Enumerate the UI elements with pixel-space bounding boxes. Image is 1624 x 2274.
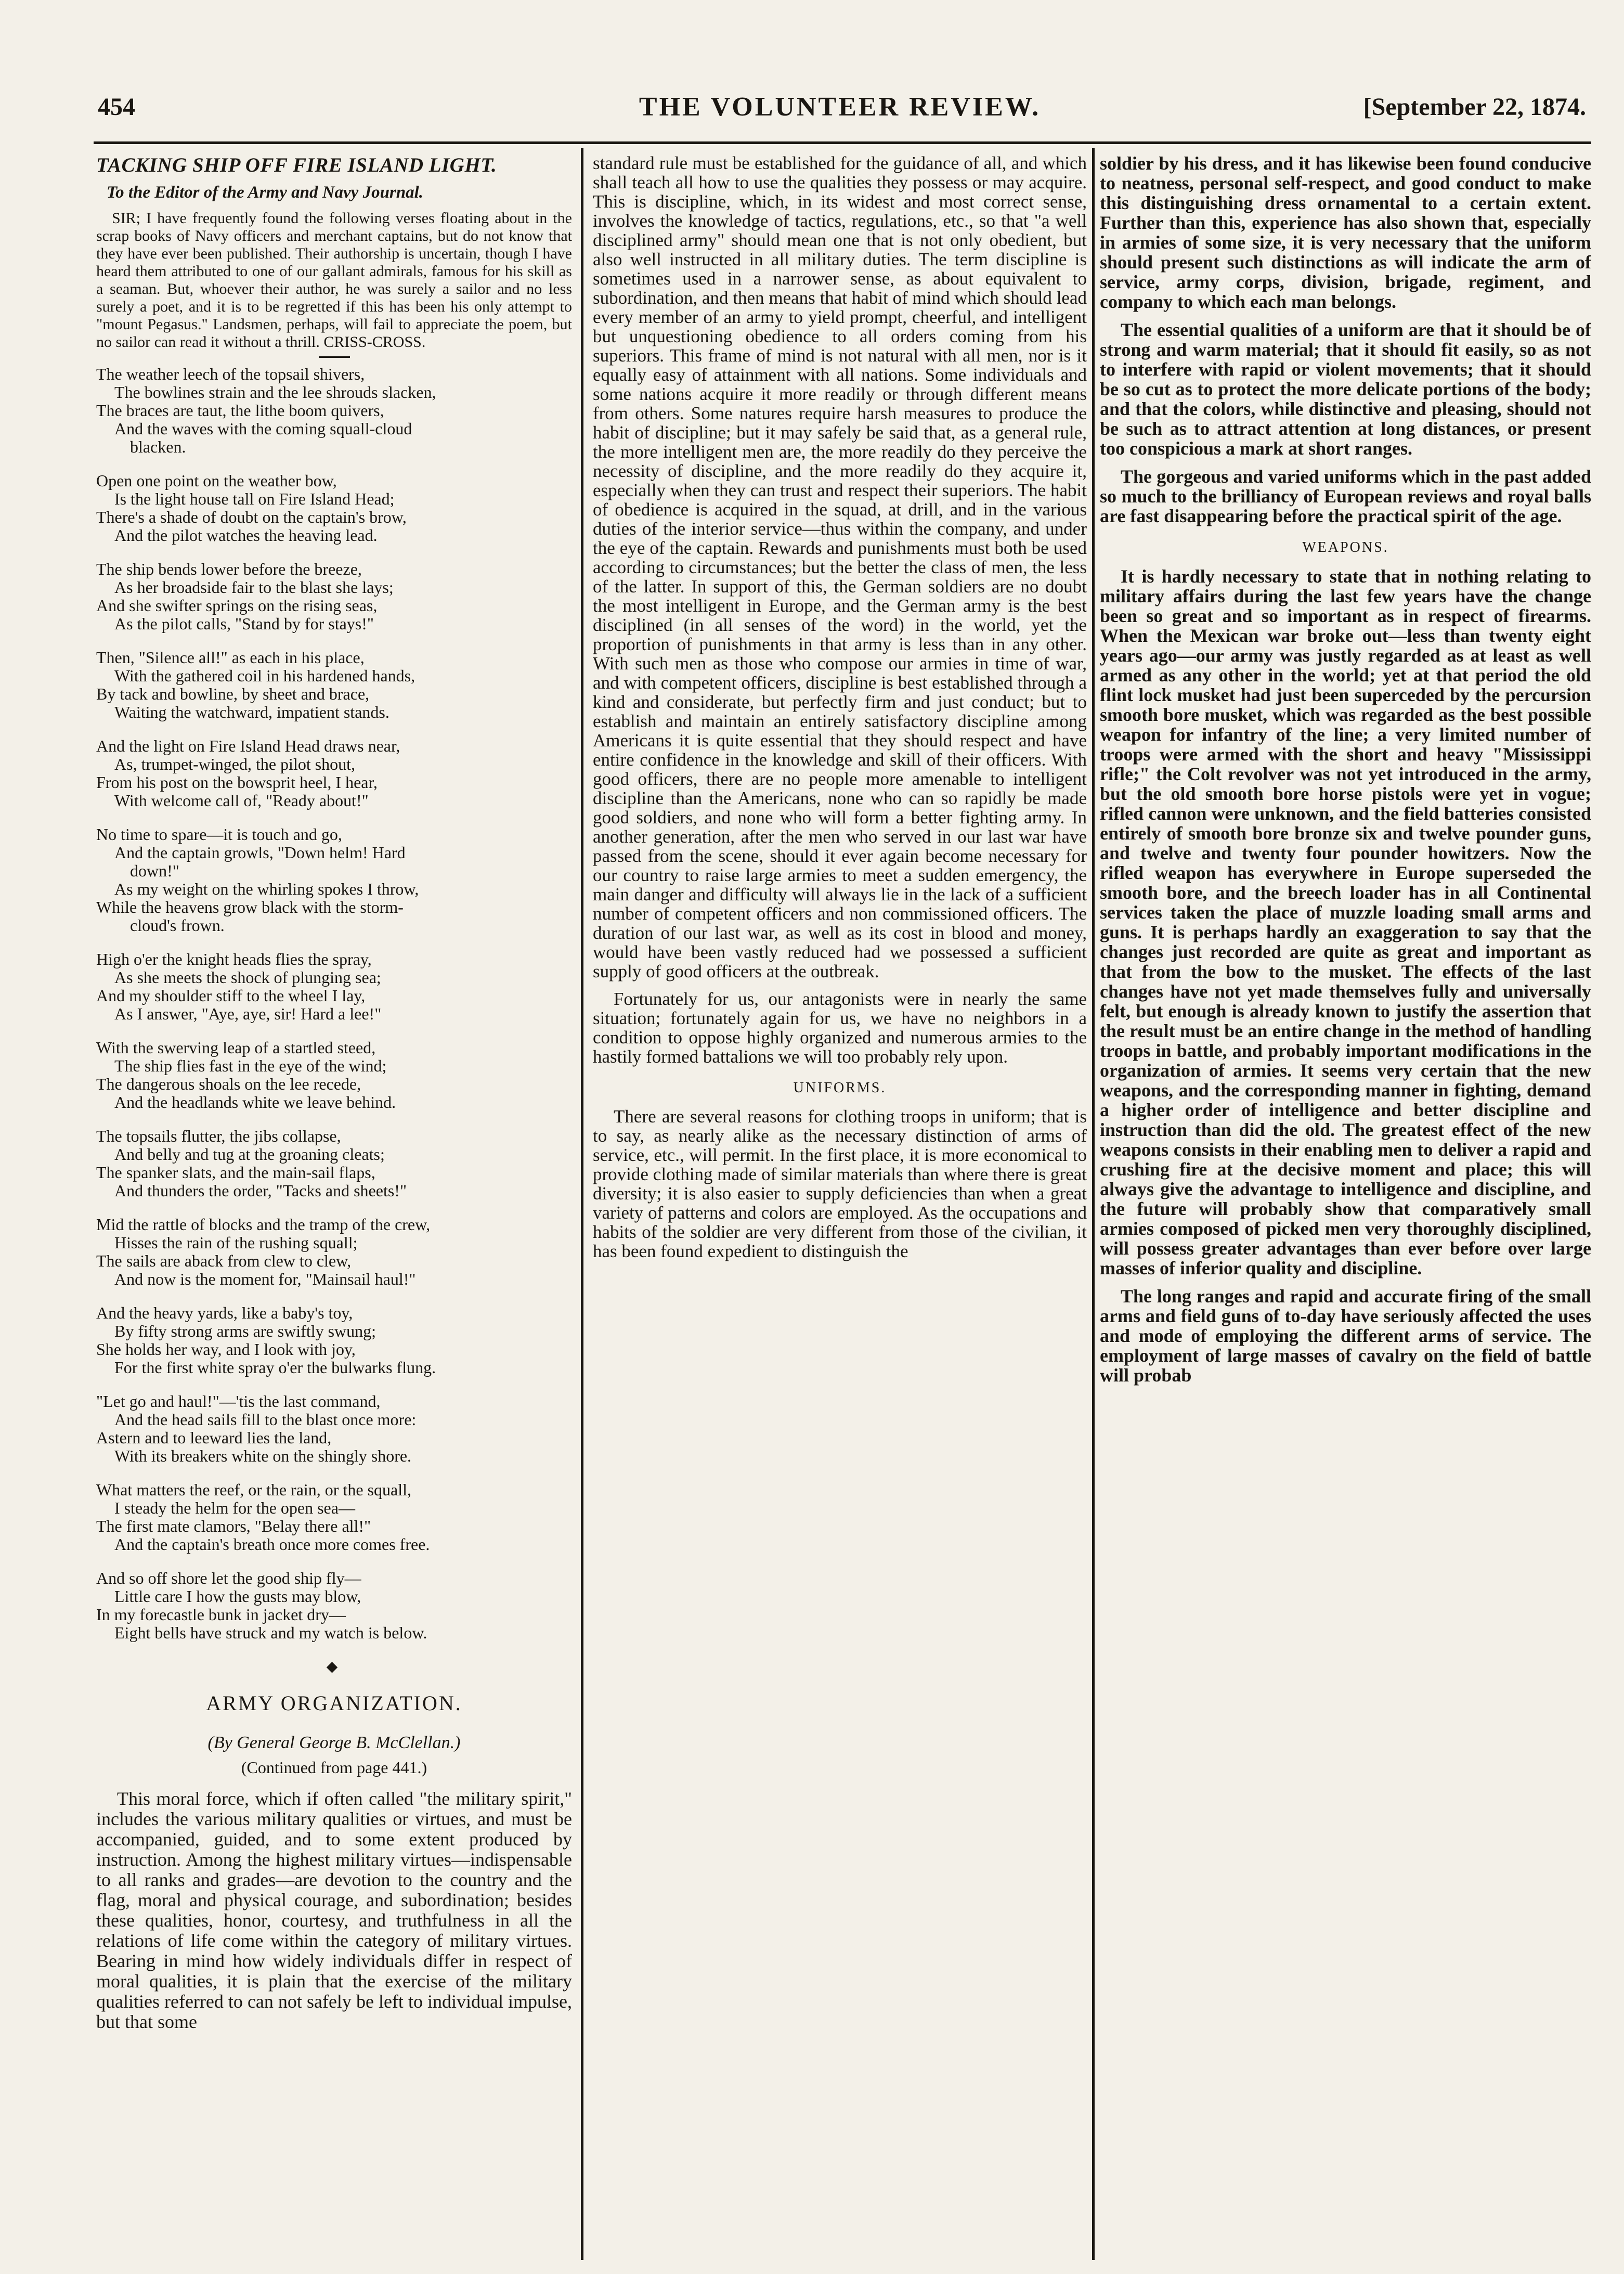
poem-stanza	[96, 1481, 572, 1554]
poem-stanza	[96, 825, 572, 935]
article-paragraph: The essential qualities of a uniform are that it should be of strong and warm material; that it should fit easily, so as not to interfere with rapid or violent movements; that it should be so cut as to protect the more delicate portions of the body; and that the colors, while distinctive and pleasing, should not be such as to attract attention at long distances, or present too conspicious a mark at short ranges.	[1100, 319, 1591, 459]
poem-line: High o'er the knight heads flies the spray,	[96, 950, 372, 968]
letter-text: SIR; I have frequently found the following verses floating about in the scrap books of Navy officers and merchant captains, but do not know that they have ever been published. Their authorship is uncertain, though I have heard them attributed to one of our gallant admirals, famous for his skill as a seaman. But, whoever their author, he was surely a sailor and no less surely a poet, and it is to be regretted if this has been his only attempt to "mount Pegasus." Landsmen, perhaps, will fail to appreciate the poem, but no sailor can read it without a thrill.	[96, 210, 572, 351]
issue-date: [September 22, 1874.	[1363, 93, 1586, 121]
poem-line: The braces are taut, the lithe boom quivers,	[96, 401, 384, 420]
poem-line: And the captain growls, "Down helm! Hard	[114, 843, 406, 862]
article-paragraph: It is hardly necessary to state that in nothing relating to military affairs during the last few years have the change been so great and so important as in respect of firearms. When the Mexican war broke out—less than twenty eight years ago—our army was justly regarded as at least as well armed as any other in the world; yet at that period the old flint lock musket had just been superceded by the percursion smooth bore musket, which was regarded as the best possible weapon for infantry of the line; a very limited number of troops were armed with the short and heavy "Mississippi rifle;" the Colt revolver was not yet introduced in the army, but the old smooth bore horse pistols were yet in vogue; rifled cannon were unknown, and the field batteries consisted entirely of smooth bore bronze six and twelve pounder guns, and twelve and twenty four pounder howitzers. Now the rifled weapon has everywhere in Europe superseded the smooth bore, and the breech loader has in all Continental services taken the place of muzzle loading small arms and guns. It is perhaps hardly an exaggeration to say that the changes just recorded are quite as great and important as that from the bow to the musket. The effects of the last changes have not yet made themselves fully and universally felt, but enough is already known to justify the assertion that the result must be an entire change in the method of handling troops in battle, and probably important modifications in the organization of armies. It seems very certain that the new weapons, and the corresponding manner in fighting, demand a higher order of intelligence and better discipline and instruction than did the old. The greatest effect of the new weapons consists in their enabling men to deliver a rapid and crushing fire at the decisive moment and place; this will always give the advantage to intelligence and discipline, and the future will probably show that comparatively small armies composed of picked men very thoroughly disciplined, will possess greater advantages than ever before over large masses of inferior quality and discipline.	[1100, 566, 1591, 1278]
poem-line: As she meets the shock of plunging sea;	[114, 968, 381, 987]
poem-line: As I answer, "Aye, aye, sir! Hard a lee!"	[114, 1004, 382, 1023]
poem-stanza	[96, 560, 572, 633]
poem-line: Eight bells have struck and my watch is below.	[114, 1623, 427, 1642]
poem-line: No time to spare—it is touch and go,	[96, 825, 342, 844]
publication-title: THE VOLUNTEER REVIEW.	[639, 92, 1041, 122]
poem-line: And she swifter springs on the rising seas,	[96, 596, 378, 615]
poem-line: As my weight on the whirling spokes I throw,	[114, 880, 419, 898]
header-rule	[94, 141, 1591, 144]
poem-line: With the gathered coil in his hardened hands,	[114, 666, 415, 685]
poem-line: I steady the helm for the open sea—	[114, 1498, 355, 1517]
poem-line: The spanker slats, and the main-sail flaps,	[96, 1163, 375, 1182]
poem-line: And so off shore let the good ship fly—	[96, 1569, 361, 1587]
army-organization-title: ARMY ORGANIZATION.	[206, 1691, 462, 1715]
column-divider-1	[581, 148, 583, 2260]
poem-line: The topsails flutter, the jibs collapse,	[96, 1127, 341, 1145]
column-divider-2	[1092, 148, 1095, 2260]
article-paragraph: soldier by his dress, and it has likewise been found conducive to neatness, personal self-respect, and good conduct to make this distinguishing dress ornamental to a certain extent. Further than this, experience has also shown that, especially in armies of some size, it is very necessary that the uniform should present such distinctions as will indicate the arm of service, army corps, division, brigade, regiment, and company to which each man belongs.	[1100, 153, 1591, 312]
poem-stanza	[96, 365, 572, 456]
poem-line: While the heavens grow black with the storm-	[96, 898, 404, 916]
poem-line: The sails are aback from clew to clew,	[96, 1251, 352, 1270]
poem-line: Little care I how the gusts may blow,	[114, 1587, 361, 1606]
poem-title: TACKING SHIP OFF FIRE ISLAND LIGHT.	[96, 154, 497, 176]
to-editor-line: To the Editor of the Army and Navy Journal.	[107, 183, 424, 202]
poem-line: With its breakers white on the shingly shore.	[114, 1446, 412, 1465]
poem-line: The bowlines strain and the lee shrouds slacken,	[114, 383, 436, 402]
uniforms-heading: UNIFORMS.	[793, 1080, 887, 1096]
poem-line: And thunders the order, "Tacks and sheets!"	[114, 1181, 407, 1200]
poem-line: For the first white spray o'er the bulwarks flung.	[114, 1358, 436, 1377]
continued-note: (Continued from page 441.)	[241, 1758, 427, 1777]
weapons-heading: WEAPONS.	[1302, 539, 1389, 555]
poem-line: And the waves with the coming squall-cloud	[114, 419, 412, 438]
poem-line: With the swerving leap of a startled steed,	[96, 1038, 376, 1057]
poem-line: And the headlands white we leave behind.	[114, 1093, 396, 1112]
poem-rule	[319, 356, 350, 358]
poem-line: The first mate clamors, "Belay there all!"	[96, 1517, 371, 1535]
column-3	[1100, 153, 1591, 2250]
poem-stanza	[96, 950, 572, 1023]
article-paragraph: The gorgeous and varied uniforms which in the past added so much to the brilliancy of European reviews and royal balls are fast disappearing before the practical spirit of the age.	[1100, 466, 1591, 526]
poem-line: What matters the reef, or the rain, or the squall,	[96, 1480, 411, 1499]
poem-line: cloud's frown.	[130, 916, 225, 935]
poem-stanza	[96, 649, 572, 721]
letter-paragraph	[96, 210, 572, 351]
poem-line: The weather leech of the topsail shivers,	[96, 365, 365, 383]
article-paragraph: standard rule must be established for the guidance of all, and which shall teach all how to use the qualities they possess or may acquire. This is discipline, which, in its widest and most correct sense, involves the knowledge of tactics, regulations, etc., so that "a well disciplined army" should mean one that is not only obedient, but also well instructed in all military duties. The term discipline is sometimes used in a narrower sense, as about equivalent to subordination, and then means that habit of mind which should lead every member of an army to yield prompt, cheerful, and intelligent but unquestioning obedience to all orders coming from his superiors. This frame of mind is not natural with all men, nor is it equally easy of attainment with all nations. Some individuals and some nations acquire it more readily or through different means from others. Some natures require harsh measures to produce the habit of discipline; but it may safely be said that, as a general rule, the more intelligent men are, the more readily do they perceive the necessity of discipline, and the more readily do they acquire it, especially when they can trust and respect their superiors. The habit of obedience is acquired in the squad, at drill, and in the various duties of the interior service—thus within the company, and under the eye of the captain. Rewards and punishments must both be used according to circumstances; but the better the class of men, the less of the latter. In support of this, the German soldiers are no doubt the most intelligent in Europe, and the German army is the best disciplined (in all senses of the word) in the world, yet the proportion of punishments in that army is less than in any other. With such men as those who compose our armies in time of war, and with competent officers, discipline is best established through a kind and considerate, but perfectly firm and just conduct; but to establish and maintain an entirely satisfactory discipline among Americans it is quite essential that they should respect and have entire confidence in the knowledge and skill of their officers. With good officers, there are no people more amenable to intelligent discipline than the Americans, none who can so rapidly be made good soldiers, and none who will form a better fighting army. In another generation, after the men who served in our last war have passed from the scene, should it ever again become necessary for our country to raise large armies to meet a sudden emergency, the main danger and difficulty will always lie in the lack of a sufficient number of competent officers and non commissioned officers. The duration of our last war, as well as its cost in blood and money, would have been vastly reduced had we possessed a sufficient supply of good officers at the outbreak.	[593, 153, 1087, 981]
poem-line: Open one point on the weather bow,	[96, 471, 337, 490]
article-paragraph: Fortunately for us, our antagonists were in nearly the same situation; fortunately again for us, we have no neighbors in a condition to oppose highly organized and numerous armies to the hastily formed battalions we will too probably rely upon.	[593, 989, 1087, 1067]
poem-line: And the head sails fill to the blast once more:	[114, 1410, 417, 1429]
poem-line: down!"	[130, 861, 179, 880]
poem-line: And now is the moment for, "Mainsail haul!"	[114, 1270, 416, 1288]
poem-line: And the pilot watches the heaving lead.	[114, 526, 378, 545]
poem-line: With welcome call of, "Ready about!"	[114, 791, 369, 810]
poem-line: As the pilot calls, "Stand by for stays!"	[114, 614, 374, 633]
poem-line: And the heavy yards, like a baby's toy,	[96, 1303, 353, 1322]
poem-line: The ship flies fast in the eye of the wind;	[114, 1056, 387, 1075]
byline: (By General George B. McClellan.)	[207, 1733, 461, 1752]
poem-stanza	[96, 1039, 572, 1112]
poem	[96, 365, 572, 1642]
article-paragraph: The long ranges and rapid and accurate firing of the small arms and field guns of to-day have seriously affected the uses and mode of employing the different arms of service. The employment of large masses of cavalry on the field of battle will probab	[1100, 1286, 1591, 1386]
poem-line: "Let go and haul!"—'tis the last command,	[96, 1392, 381, 1411]
poem-line: Is the light house tall on Fire Island Head;	[114, 489, 395, 508]
poem-line: From his post on the bowsprit heel, I hear,	[96, 773, 378, 792]
column-2	[593, 153, 1087, 2250]
poem-stanza	[96, 1127, 572, 1200]
article-paragraph: This moral force, which if often called "the military spirit," includes the various military qualities or virtues, and must be accompanied, guided, and to some extent produced by instruction. Among the highest military virtues—indispensable to all ranks and grades—are devotion to the country and the flag, moral and physical courage, and subordination; besides these qualities, honor, courtesy, and truthfulness in all the relations of life come within the category of military virtues. Bearing in mind how widely individuals differ in respect of moral qualities, it is plain that the exercise of the military qualities referred to can not safely be left to individual impulse, but that some	[96, 1788, 572, 2032]
column-1	[96, 153, 572, 2250]
poem-line: She holds her way, and I look with joy,	[96, 1340, 356, 1359]
section-ornament: ◆	[326, 1659, 342, 1675]
poem-line: In my forecastle bunk in jacket dry—	[96, 1605, 346, 1624]
poem-line: Then, "Silence all!" as each in his place,	[96, 648, 365, 667]
poem-line: And the captain's breath once more comes free.	[114, 1535, 430, 1554]
page-number: 454	[98, 93, 135, 121]
poem-line: Mid the rattle of blocks and the tramp of the crew,	[96, 1215, 431, 1234]
poem-stanza	[96, 472, 572, 545]
poem-line: And my shoulder stiff to the wheel I lay,	[96, 986, 366, 1005]
poem-line: By tack and bowline, by sheet and brace,	[96, 684, 370, 703]
poem-stanza	[96, 737, 572, 810]
poem-line: By fifty strong arms are swiftly swung;	[114, 1322, 376, 1340]
poem-stanza	[96, 1304, 572, 1377]
poem-line: Waiting the watchward, impatient stands.	[114, 703, 389, 721]
poem-line: Hisses the rain of the rushing squall;	[114, 1233, 358, 1252]
poem-line: blacken.	[130, 437, 186, 456]
poem-stanza	[96, 1216, 572, 1288]
letter-signature: CRISS-CROSS.	[323, 333, 426, 351]
poem-line: The ship bends lower before the breeze,	[96, 560, 362, 578]
poem-line: The dangerous shoals on the lee recede,	[96, 1075, 361, 1093]
poem-line: As, trumpet-winged, the pilot shout,	[114, 755, 356, 773]
poem-line: And the light on Fire Island Head draws near,	[96, 737, 400, 755]
poem-line: And belly and tug at the groaning cleats;	[114, 1145, 385, 1164]
page-header	[94, 93, 1586, 139]
poem-line: Astern and to leeward lies the land,	[96, 1428, 332, 1447]
poem-stanza	[96, 1392, 572, 1465]
poem-line: As her broadside fair to the blast she lays;	[114, 578, 394, 597]
article-paragraph: There are several reasons for clothing troops in uniform; that is to say, as nearly alike as the necessary distinction of arms of service, etc., will permit. In the first place, it is more economical to provide clothing made of similar materials than where there is great diversity; it is also easier to supply deficiencies than when a great variety of patterns and colors are employed. As the occupations and habits of the soldier are very different from those of the civilian, it has been found expedient to distinguish the	[593, 1106, 1087, 1261]
poem-stanza	[96, 1569, 572, 1642]
poem-line: There's a shade of doubt on the captain's brow,	[96, 508, 407, 526]
